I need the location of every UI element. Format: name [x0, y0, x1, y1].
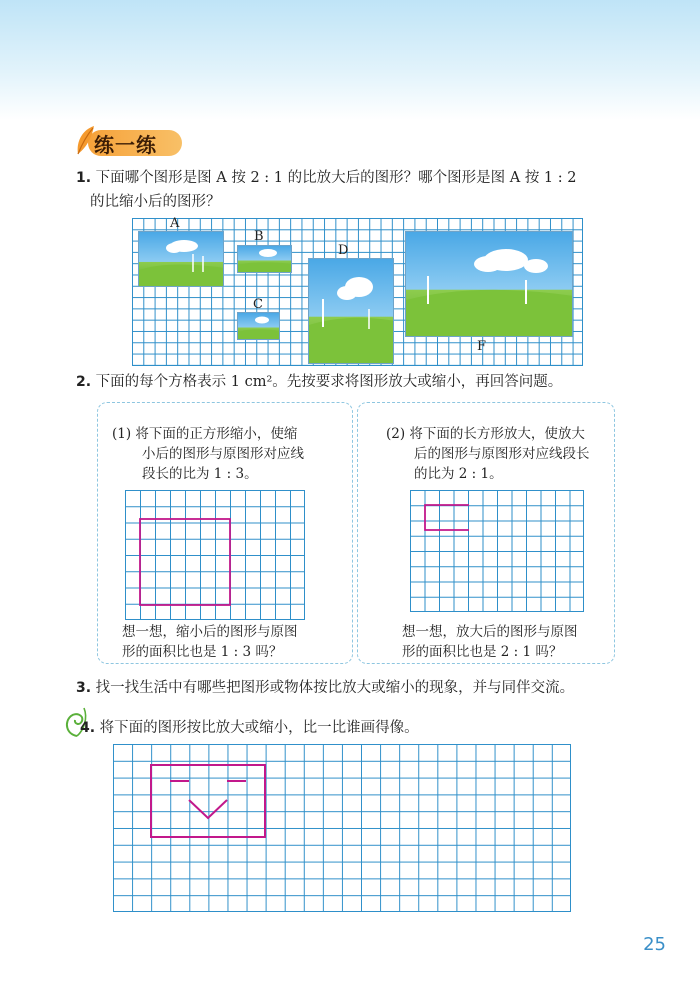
q3-number: 3. — [76, 680, 92, 696]
q1-line1: 下面哪个图形是图 A 按 2 : 1 的比放大后的图形？哪个图形是图 A 按 1 : 2 — [95, 170, 577, 186]
label-d: D — [338, 243, 349, 258]
q2-part1-line1: (1) 将下面的正方形缩小，使缩 — [112, 426, 298, 442]
q2-number: 2. — [76, 374, 92, 390]
q2-text: 下面的每个方格表示 1 cm²。先按要求将图形放大或缩小，再回答问题。 — [95, 374, 563, 390]
q3-text: 找一找生活中有哪些把图形或物体按比放大或缩小的现象，并与同伴交流。 — [95, 680, 575, 696]
q1-number: 1. — [76, 170, 92, 186]
q1-line2: 的比缩小后的图形？ — [90, 194, 221, 210]
section-title-text: 练一练 — [94, 133, 157, 157]
q2-part1-q-line1: 想一想，缩小后的图形与原图 — [122, 624, 298, 640]
q2-part1-q-line2: 形的面积比也是 1 : 3 吗？ — [122, 644, 283, 660]
q4-text: 将下面的图形按比放大或缩小，比一比谁画得像。 — [99, 720, 419, 736]
label-f: F — [477, 339, 487, 354]
q2-part1-line3: 段长的比为 1 : 3。 — [142, 466, 258, 482]
label-a: A — [170, 216, 180, 231]
q2-part2-line3: 的比为 2 : 1。 — [414, 466, 503, 482]
label-b: B — [254, 229, 264, 244]
q2-part1-line2: 小后的图形与原图形对应线 — [142, 446, 304, 462]
label-c: C — [253, 297, 263, 312]
q2-part2-line2: 后的图形与原图形对应线段长 — [414, 446, 590, 462]
q2-part2-line1: (2) 将下面的长方形放大，使放大 — [386, 426, 585, 442]
q2-part2-q-line2: 形的面积比也是 2 : 1 吗？ — [402, 644, 563, 660]
q2-part2-q-line1: 想一想，放大后的图形与原图 — [402, 624, 578, 640]
page-number: 25 — [643, 934, 666, 955]
q4-number: 4. — [80, 720, 96, 736]
